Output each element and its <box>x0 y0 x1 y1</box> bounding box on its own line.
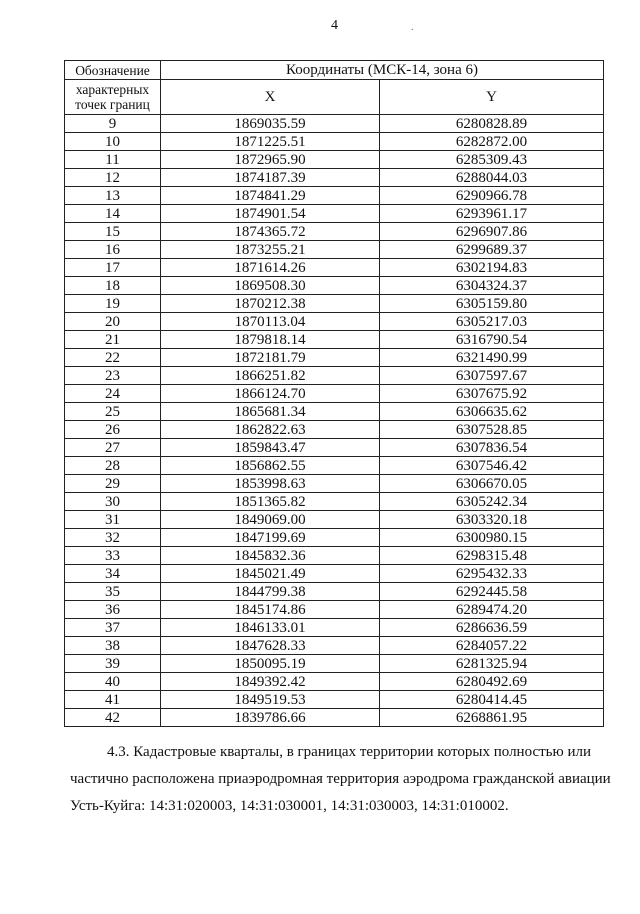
page-number: 4 <box>331 18 338 33</box>
x-value: 1847199.69 <box>161 529 380 547</box>
point-number: 27 <box>65 439 161 457</box>
header-coordinates: Координаты (МСК-14, зона 6) <box>161 61 604 80</box>
y-value: 6280414.45 <box>380 691 604 709</box>
point-number: 33 <box>65 547 161 565</box>
x-value: 1866124.70 <box>161 385 380 403</box>
y-value: 6281325.94 <box>380 655 604 673</box>
y-value: 6305217.03 <box>380 313 604 331</box>
table-row <box>65 259 604 277</box>
y-value: 6299689.37 <box>380 241 604 259</box>
x-value: 1865681.34 <box>161 403 380 421</box>
page-content <box>64 60 634 820</box>
y-value: 6305242.34 <box>380 493 604 511</box>
x-value: 1851365.82 <box>161 493 380 511</box>
y-value: 6298315.48 <box>380 547 604 565</box>
x-value: 1845832.36 <box>161 547 380 565</box>
table-row <box>65 277 604 295</box>
point-number: 37 <box>65 619 161 637</box>
point-number: 26 <box>65 421 161 439</box>
y-value: 6290966.78 <box>380 187 604 205</box>
point-number: 25 <box>65 403 161 421</box>
y-value: 6280828.89 <box>380 115 604 133</box>
header-point-label: Обозначение <box>65 61 161 80</box>
table-row <box>65 115 604 133</box>
table-row <box>65 547 604 565</box>
paragraph-line-1: 4.3. Кадастровые кварталы, в границах территории которых полностью или <box>107 744 592 760</box>
table-row <box>65 241 604 259</box>
y-value: 6293961.17 <box>380 205 604 223</box>
x-value: 1873255.21 <box>161 241 380 259</box>
table-row <box>65 385 604 403</box>
point-number: 28 <box>65 457 161 475</box>
point-number: 29 <box>65 475 161 493</box>
x-value: 1879818.14 <box>161 331 380 349</box>
x-value: 1839786.66 <box>161 709 380 727</box>
table-row <box>65 187 604 205</box>
x-value: 1846133.01 <box>161 619 380 637</box>
y-value: 6303320.18 <box>380 511 604 529</box>
x-value: 1872181.79 <box>161 349 380 367</box>
x-value: 1869035.59 <box>161 115 380 133</box>
point-number: 40 <box>65 673 161 691</box>
x-value: 1859843.47 <box>161 439 380 457</box>
header-point-label-cont <box>65 80 161 115</box>
x-value: 1872965.90 <box>161 151 380 169</box>
point-number: 39 <box>65 655 161 673</box>
x-value: 1871225.51 <box>161 133 380 151</box>
page-mark: . <box>411 22 414 33</box>
table-row <box>65 637 604 655</box>
table-row <box>65 457 604 475</box>
coordinates-table <box>64 60 604 727</box>
table-row <box>65 565 604 583</box>
point-number: 13 <box>65 187 161 205</box>
x-value: 1874365.72 <box>161 223 380 241</box>
table-row <box>65 709 604 727</box>
point-number: 21 <box>65 331 161 349</box>
point-number: 15 <box>65 223 161 241</box>
table-row <box>65 421 604 439</box>
y-value: 6302194.83 <box>380 259 604 277</box>
y-value: 6304324.37 <box>380 277 604 295</box>
point-number: 35 <box>65 583 161 601</box>
table-row <box>65 151 604 169</box>
point-number: 17 <box>65 259 161 277</box>
table-row <box>65 403 604 421</box>
x-value: 1847628.33 <box>161 637 380 655</box>
x-value: 1844799.38 <box>161 583 380 601</box>
x-value: 1874841.29 <box>161 187 380 205</box>
table-row <box>65 367 604 385</box>
y-value: 6321490.99 <box>380 349 604 367</box>
y-value: 6316790.54 <box>380 331 604 349</box>
x-value: 1850095.19 <box>161 655 380 673</box>
x-value: 1849392.42 <box>161 673 380 691</box>
y-value: 6286636.59 <box>380 619 604 637</box>
table-row <box>65 349 604 367</box>
table-row <box>65 475 604 493</box>
y-value: 6282872.00 <box>380 133 604 151</box>
x-value: 1874901.54 <box>161 205 380 223</box>
table-row <box>65 439 604 457</box>
table-row <box>65 529 604 547</box>
table-row <box>65 331 604 349</box>
table-row <box>65 223 604 241</box>
y-value: 6296907.86 <box>380 223 604 241</box>
point-number: 19 <box>65 295 161 313</box>
header-point-label-line2: характерных <box>75 82 150 97</box>
point-number: 32 <box>65 529 161 547</box>
cadastral-paragraph <box>64 739 634 820</box>
table-row <box>65 655 604 673</box>
table-row <box>65 493 604 511</box>
x-value: 1849519.53 <box>161 691 380 709</box>
table-row <box>65 205 604 223</box>
y-value: 6280492.69 <box>380 673 604 691</box>
x-value: 1874187.39 <box>161 169 380 187</box>
table-header-row <box>65 61 604 80</box>
header-y: Y <box>380 80 604 115</box>
point-number: 12 <box>65 169 161 187</box>
table-row <box>65 619 604 637</box>
y-value: 6305159.80 <box>380 295 604 313</box>
x-value: 1870113.04 <box>161 313 380 331</box>
point-number: 16 <box>65 241 161 259</box>
x-value: 1869508.30 <box>161 277 380 295</box>
table-row <box>65 169 604 187</box>
y-value: 6300980.15 <box>380 529 604 547</box>
point-number: 41 <box>65 691 161 709</box>
point-number: 38 <box>65 637 161 655</box>
y-value: 6288044.03 <box>380 169 604 187</box>
paragraph-line-2: частично расположена приаэродромная территория аэродрома гражданской авиации <box>70 771 611 787</box>
x-value: 1871614.26 <box>161 259 380 277</box>
x-value: 1849069.00 <box>161 511 380 529</box>
table-row <box>65 133 604 151</box>
y-value: 6306635.62 <box>380 403 604 421</box>
table-row <box>65 673 604 691</box>
y-value: 6289474.20 <box>380 601 604 619</box>
point-number: 18 <box>65 277 161 295</box>
y-value: 6295432.33 <box>380 565 604 583</box>
point-number: 30 <box>65 493 161 511</box>
table-subheader-row <box>65 80 604 115</box>
x-value: 1866251.82 <box>161 367 380 385</box>
table-row <box>65 601 604 619</box>
y-value: 6284057.22 <box>380 637 604 655</box>
y-value: 6268861.95 <box>380 709 604 727</box>
x-value: 1853998.63 <box>161 475 380 493</box>
x-value: 1856862.55 <box>161 457 380 475</box>
header-point-label-line3: точек границ <box>75 97 150 112</box>
point-number: 22 <box>65 349 161 367</box>
y-value: 6285309.43 <box>380 151 604 169</box>
x-value: 1870212.38 <box>161 295 380 313</box>
point-number: 20 <box>65 313 161 331</box>
table-row <box>65 511 604 529</box>
table-row <box>65 295 604 313</box>
point-number: 24 <box>65 385 161 403</box>
x-value: 1862822.63 <box>161 421 380 439</box>
y-value: 6306670.05 <box>380 475 604 493</box>
point-number: 34 <box>65 565 161 583</box>
x-value: 1845021.49 <box>161 565 380 583</box>
point-number: 31 <box>65 511 161 529</box>
x-value: 1845174.86 <box>161 601 380 619</box>
table-row <box>65 691 604 709</box>
y-value: 6307597.67 <box>380 367 604 385</box>
point-number: 42 <box>65 709 161 727</box>
paragraph-line-3: Усть-Куйга: 14:31:020003, 14:31:030001, 14:31:030003, 14:31:010002. <box>70 798 509 814</box>
point-number: 36 <box>65 601 161 619</box>
table-row <box>65 583 604 601</box>
y-value: 6307675.92 <box>380 385 604 403</box>
table-row <box>65 313 604 331</box>
y-value: 6307836.54 <box>380 439 604 457</box>
y-value: 6307546.42 <box>380 457 604 475</box>
point-number: 9 <box>65 115 161 133</box>
y-value: 6307528.85 <box>380 421 604 439</box>
point-number: 11 <box>65 151 161 169</box>
point-number: 23 <box>65 367 161 385</box>
y-value: 6292445.58 <box>380 583 604 601</box>
header-x: X <box>161 80 380 115</box>
point-number: 10 <box>65 133 161 151</box>
point-number: 14 <box>65 205 161 223</box>
